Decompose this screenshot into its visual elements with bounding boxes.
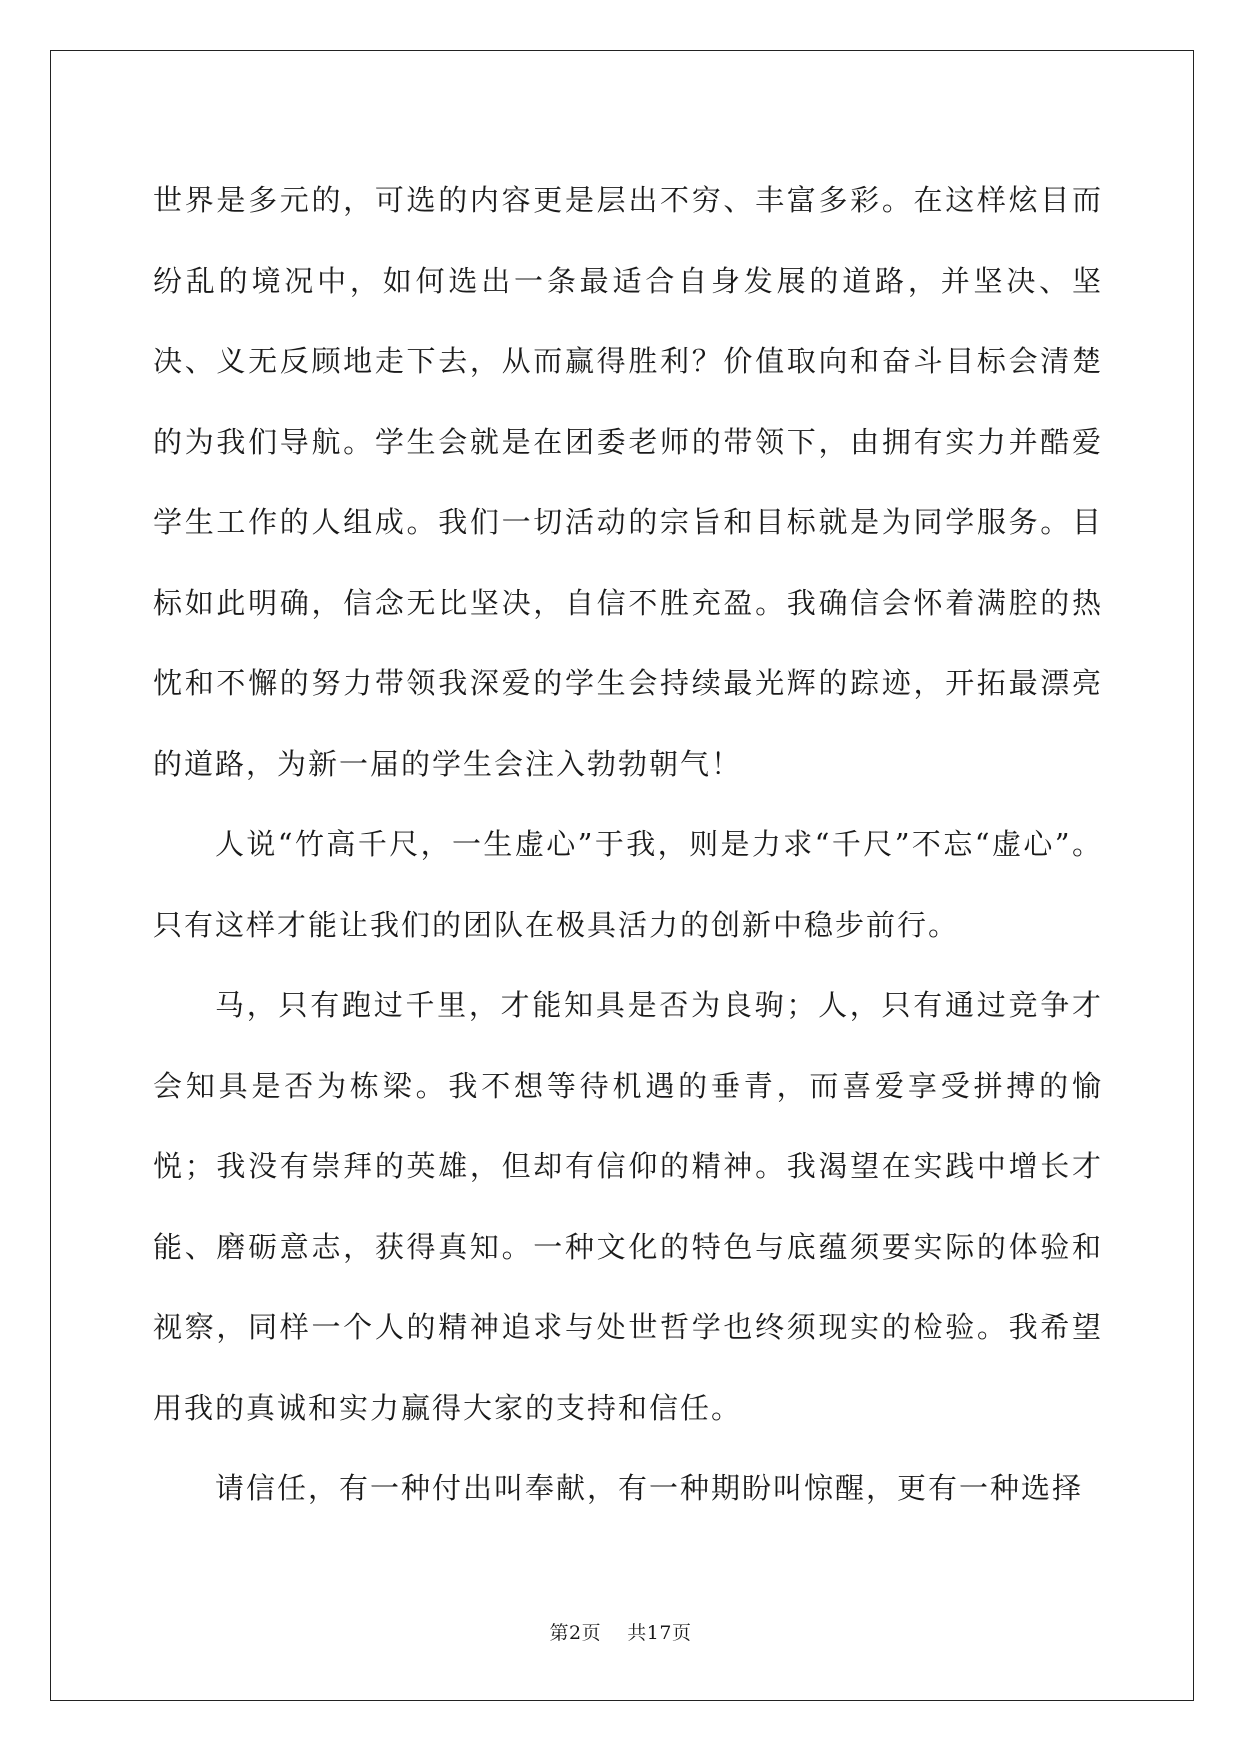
- paragraph-2: 人说“竹高千尺，一生虚心”于我，则是力求“千尺”不忘“虚心”。只有这样才能让我们的团队在极具活力的创新中稳步前行。: [153, 827, 1103, 942]
- page-number-current: 第2页: [549, 1622, 602, 1644]
- document-body: [153, 160, 1103, 1529]
- paragraph-3: 马，只有跑过千里，才能知具是否为良驹；人，只有通过竞争才会知具是否为栋梁。我不想等待机遇的垂青，而喜爱享受拼搏的愉悦；我没有崇拜的英雄，但却有信仰的精神。我渴望在实践中增长才能、磨砺意志，获得真知。一种文化的特色与底蕴须要实际的体验和视察，同样一个人的精神追求与处世哲学也终须现实的检验。我希望用我的真诚和实力赢得大家的支持和信任。: [153, 988, 1103, 1425]
- page-footer: [0, 1618, 1241, 1645]
- paragraph-1: 世界是多元的，可选的内容更是层出不穷、丰富多彩。在这样炫目而纷乱的境况中，如何选出一条最适合自身发展的道路，并坚决、坚决、义无反顾地走下去，从而赢得胜利？价值取向和奋斗目标会清楚的为我们导航。学生会就是在团委老师的带领下，由拥有实力并酷爱学生工作的人组成。我们一切活动的宗旨和目标就是为同学服务。目标如此明确，信念无比坚决，自信不胜充盈。我确信会怀着满腔的热忱和不懈的努力带领我深爱的学生会持续最光辉的踪迹，开拓最漂亮的道路，为新一届的学生会注入勃勃朝气！: [153, 183, 1103, 781]
- page-number-total: 共17页: [627, 1622, 692, 1644]
- paragraph-4: 请信任，有一种付出叫奉献，有一种期盼叫惊醒，更有一种选择: [215, 1471, 1084, 1505]
